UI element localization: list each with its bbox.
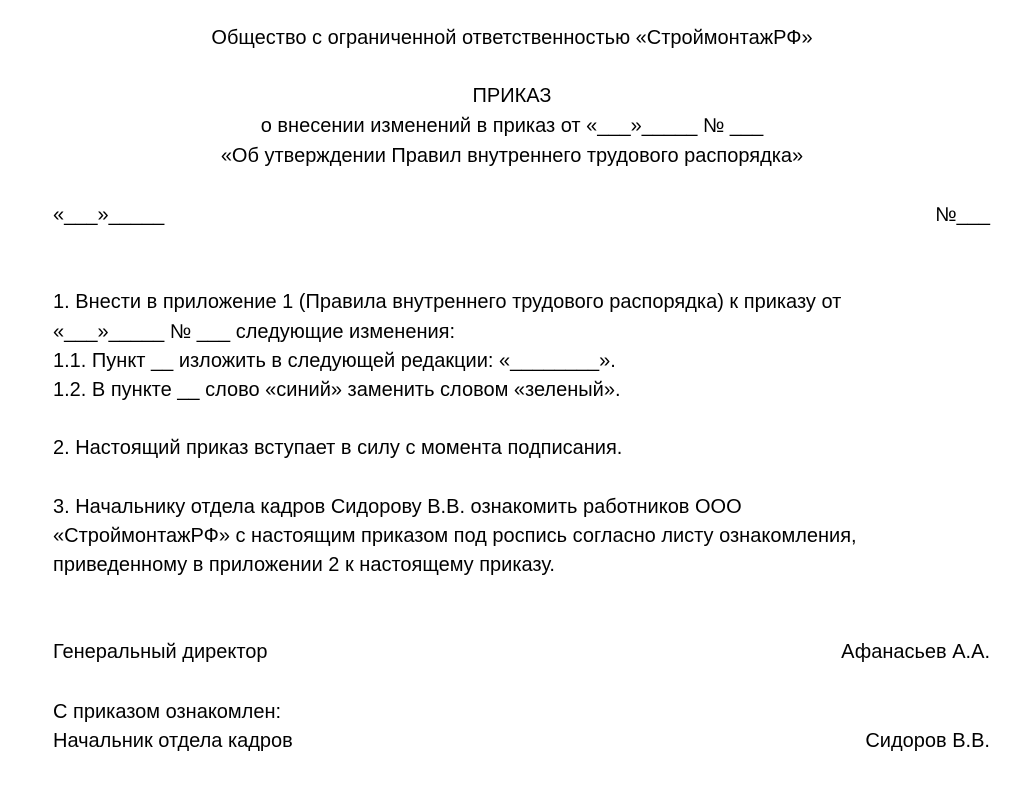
hr-name: Сидоров В.В. — [865, 730, 990, 752]
director-title: Генеральный директор — [53, 641, 268, 663]
document-subtitle-line-1: о внесении изменений в приказ от «___»_____ № ___ — [260, 115, 764, 137]
order-number: №___ — [935, 204, 990, 226]
item-2: 2. Настоящий приказ вступает в силу с момента подписания. — [53, 437, 623, 459]
item-1-line-2: «___»_____ № ___ следующие изменения: — [53, 321, 456, 343]
order-date: «___»_____ — [53, 204, 165, 226]
item-1-1: 1.1. Пункт __ изложить в следующей редакции: «________». — [53, 350, 616, 372]
director-name: Афанасьев А.А. — [841, 641, 990, 663]
item-3-line-2: «СтроймонтажРФ» с настоящим приказом под роспись согласно листу ознакомления, — [53, 525, 857, 547]
document-subtitle-line-2: «Об утверждении Правил внутреннего трудового распорядка» — [220, 145, 804, 167]
organization-name: Общество с ограниченной ответственностью «СтроймонтажРФ» — [211, 27, 813, 49]
acknowledged-label: С приказом ознакомлен: — [53, 701, 282, 723]
hr-title: Начальник отдела кадров — [53, 730, 293, 752]
document-type: ПРИКАЗ — [472, 85, 552, 107]
item-1-2: 1.2. В пункте __ слово «синий» заменить словом «зеленый». — [53, 379, 621, 401]
item-1-line-1: 1. Внести в приложение 1 (Правила внутреннего трудового распорядка) к приказу от — [53, 291, 842, 313]
item-3-line-1: 3. Начальнику отдела кадров Сидорову В.В. ознакомить работников ООО — [53, 496, 742, 518]
item-3-line-3: приведенному в приложении 2 к настоящему приказу. — [53, 554, 555, 576]
